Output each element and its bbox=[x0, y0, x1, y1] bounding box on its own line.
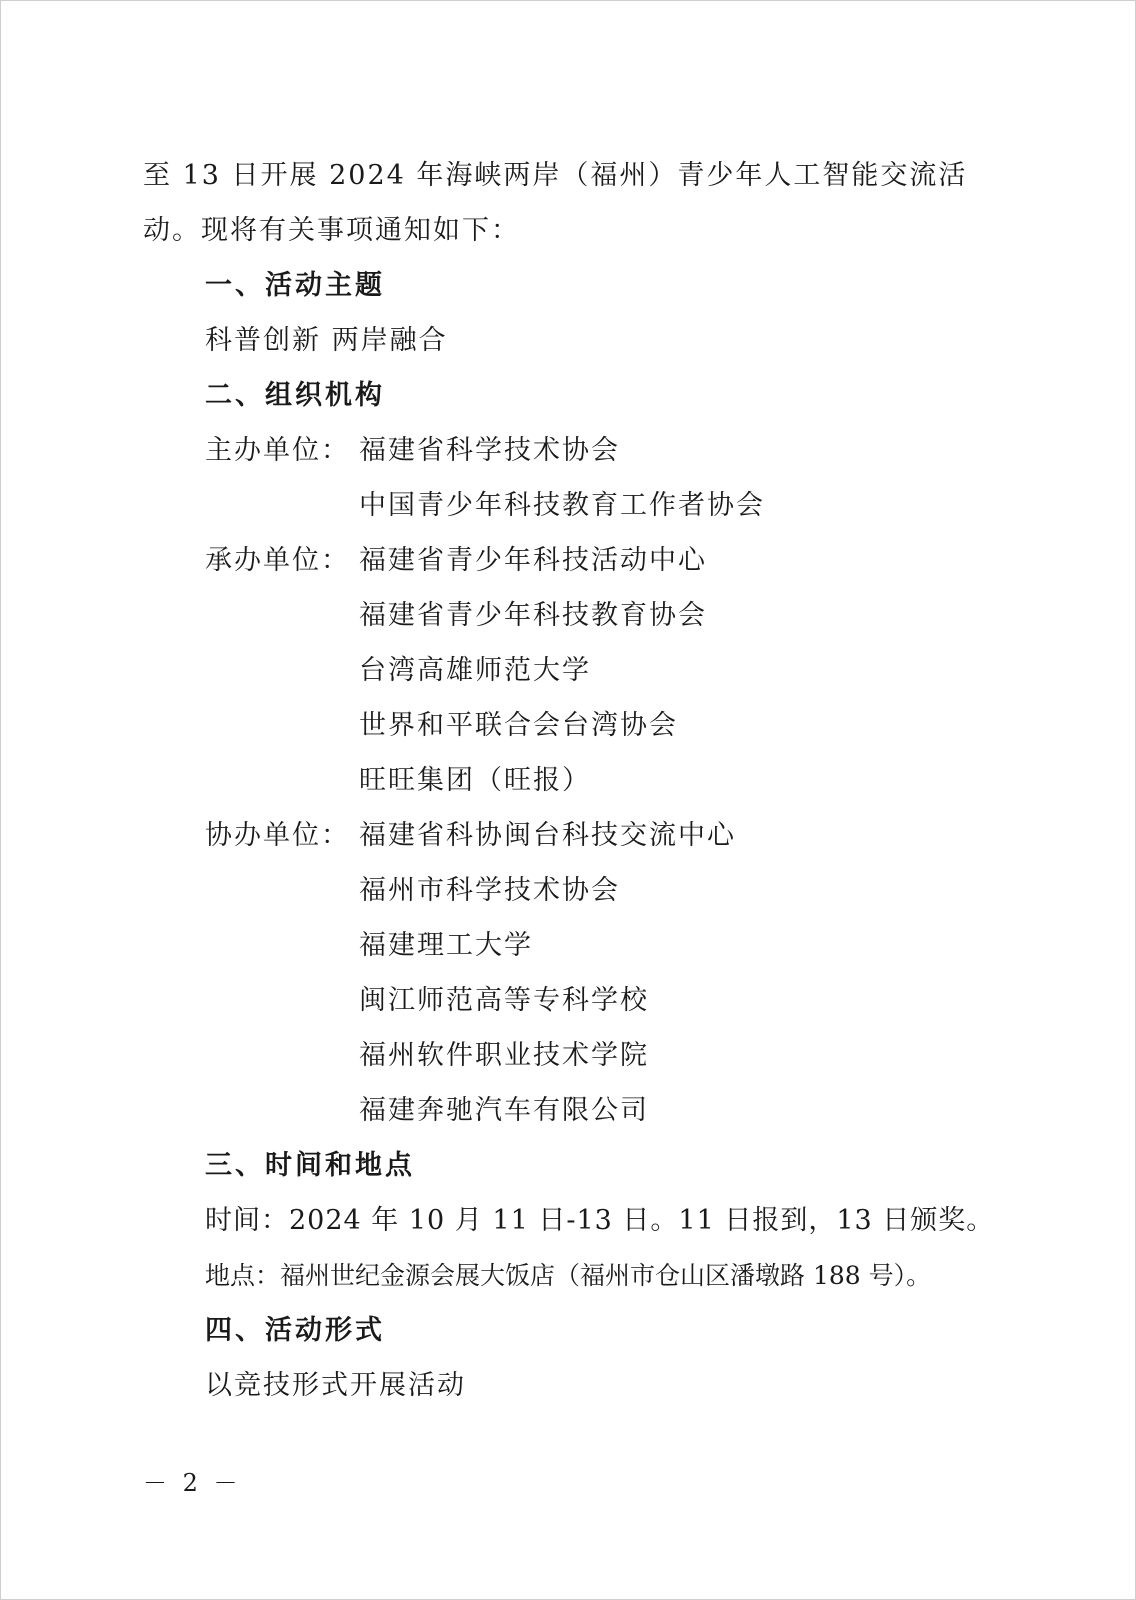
host-org: 福建省科学技术协会 bbox=[359, 435, 620, 466]
co-organizer-org: 福建省科协闽台科技交流中心 bbox=[359, 820, 736, 851]
intro-line-2: 动。现将有关事项通知如下： bbox=[143, 215, 520, 246]
host-label: 主办单位： bbox=[205, 435, 350, 466]
organizer-org: 台湾高雄师范大学 bbox=[359, 655, 591, 686]
time-line: 时间：2024 年 10 月 11 日-13 日。11 日报到，13 日颁奖。 bbox=[205, 1205, 995, 1236]
section-3-heading: 三、时间和地点 bbox=[205, 1150, 415, 1181]
page-number: － 2 － bbox=[143, 1469, 242, 1497]
organizer-org: 福建省青少年科技教育协会 bbox=[359, 600, 707, 631]
co-organizer-org: 福州市科学技术协会 bbox=[359, 875, 620, 906]
organizer-org: 旺旺集团（旺报） bbox=[359, 765, 591, 796]
co-organizer-org: 福建奔驰汽车有限公司 bbox=[359, 1095, 649, 1126]
host-org: 中国青少年科技教育工作者协会 bbox=[359, 490, 765, 521]
section-1-body: 科普创新 两岸融合 bbox=[205, 325, 448, 356]
organizer-label: 承办单位： bbox=[205, 545, 350, 576]
co-organizer-org: 闽江师范高等专科学校 bbox=[359, 985, 649, 1016]
section-4-heading: 四、活动形式 bbox=[205, 1315, 385, 1346]
intro-line-1: 至 13 日开展 2024 年海峡两岸（福州）青少年人工智能交流活 bbox=[143, 160, 968, 191]
section-2-heading: 二、组织机构 bbox=[205, 380, 385, 411]
co-organizer-org: 福州软件职业技术学院 bbox=[359, 1040, 649, 1071]
section-4-body: 以竞技形式开展活动 bbox=[205, 1370, 466, 1401]
place-line: 地点：福州世纪金源会展大饭店（福州市仓山区潘墩路 188 号）。 bbox=[205, 1261, 932, 1290]
co-organizer-label: 协办单位： bbox=[205, 820, 350, 851]
organizer-org: 世界和平联合会台湾协会 bbox=[359, 710, 678, 741]
section-1-heading: 一、活动主题 bbox=[205, 270, 385, 301]
co-organizer-org: 福建理工大学 bbox=[359, 930, 533, 961]
organizer-org: 福建省青少年科技活动中心 bbox=[359, 545, 707, 576]
